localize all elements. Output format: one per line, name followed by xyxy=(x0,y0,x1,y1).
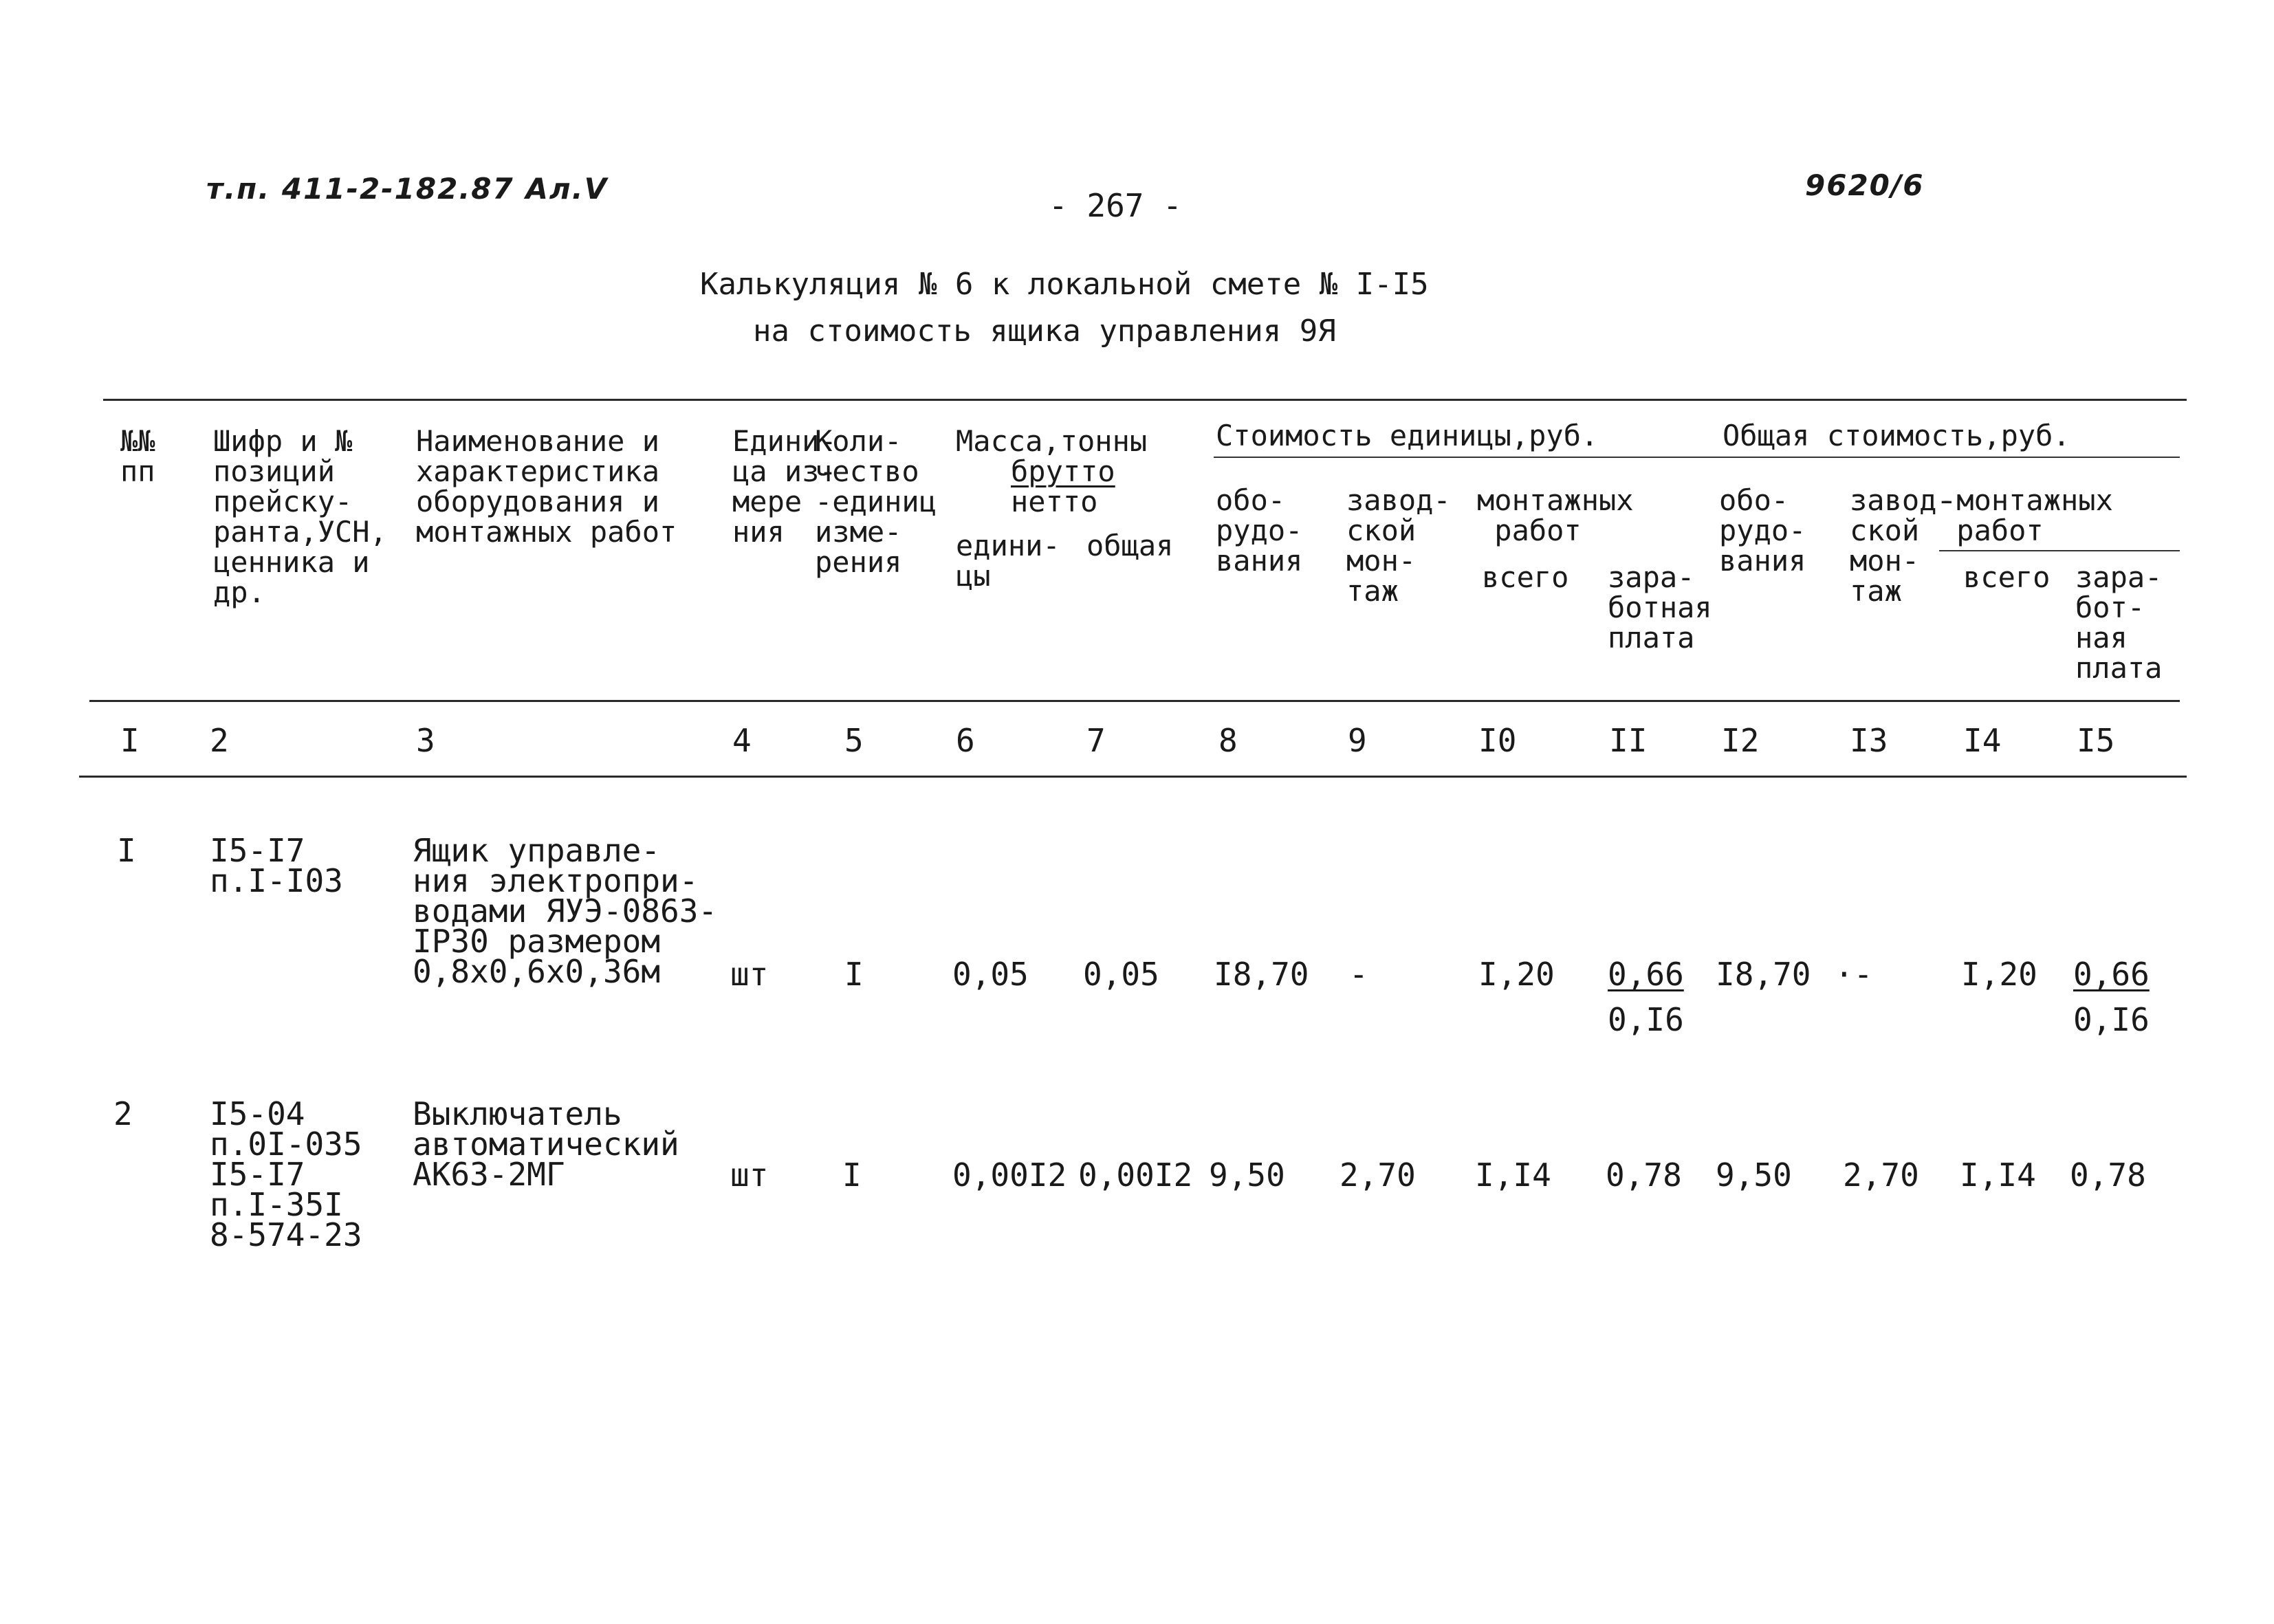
col-num-2: 2 xyxy=(210,722,229,759)
col-num-13: I3 xyxy=(1850,722,1888,759)
header-unit-mont-total: всего xyxy=(1482,560,1569,594)
row1-mont-total: I,20 xyxy=(1478,956,1555,993)
corner-mark: 9620/6 xyxy=(1805,168,1925,202)
header-unit-mont-title: монтажных работ xyxy=(1477,483,1634,547)
header-total-factory: завод- ской мон- таж xyxy=(1850,483,1954,608)
row1-number: I xyxy=(117,832,136,869)
row2-qty: I xyxy=(842,1156,862,1194)
row1-name: Ящик управле- ния электропри- водами ЯУЭ-0863- IP30 размером 0,8х0,6х0,36м xyxy=(413,832,718,990)
col-num-4: 4 xyxy=(732,722,752,759)
column-numbers-rule xyxy=(79,776,2187,778)
col-num-6: 6 xyxy=(956,722,975,759)
header-quantity: Коли- чество -единиц изме- рения xyxy=(815,424,937,579)
row2-mass-unit: 0,00I2 xyxy=(952,1156,1067,1194)
header-bottom-rule xyxy=(89,700,2180,702)
col-num-10: I0 xyxy=(1478,722,1517,759)
row2-name: Выключатель автоматический АК63-2МГ xyxy=(413,1095,679,1193)
row1-mass-unit: 0,05 xyxy=(952,956,1029,993)
header-mass-brutto: брутто xyxy=(1011,454,1115,488)
row1-code: I5-I7 п.I-I03 xyxy=(210,832,343,899)
row1-total-wage-bottom: 0,I6 xyxy=(2073,1001,2150,1038)
col-num-8: 8 xyxy=(1218,722,1238,759)
col-num-12: I2 xyxy=(1721,722,1760,759)
header-unit-wage: зара- ботная плата xyxy=(1608,560,1712,655)
row2-unit: шт xyxy=(730,1156,769,1194)
header-total-equipment: обо- рудо- вания xyxy=(1719,483,1806,578)
table-top-rule xyxy=(103,399,2187,401)
header-total-cost-title: Общая стоимость,руб. xyxy=(1723,419,2070,452)
header-mass-netto: нетто xyxy=(1011,485,1098,518)
col-num-9: 9 xyxy=(1348,722,1367,759)
header-mass-total: общая xyxy=(1086,529,1174,562)
header-unit-cost-title: Стоимость единицы,руб. xyxy=(1216,419,1599,452)
row2-total-factory: 2,70 xyxy=(1843,1156,1919,1194)
document-reference: т.п. 411-2-182.87 Ал.V xyxy=(206,172,609,206)
title-line-1: Калькуляция № 6 к локальной смете № I-I5 xyxy=(700,267,1429,302)
row2-total-wage: 0,78 xyxy=(2070,1156,2146,1194)
row1-wage-bottom: 0,I6 xyxy=(1608,1001,1684,1038)
header-name: Наименование и характеристика оборудования и монтажных работ xyxy=(416,424,677,549)
header-total-wage: зара- бот- ная плата xyxy=(2075,560,2163,685)
header-total-mont-total: всего xyxy=(1963,560,2051,594)
row1-unit: шт xyxy=(730,956,769,993)
mont-subheader-rule xyxy=(1939,550,2180,551)
title-line-2: на стоимость ящика управления 9Я xyxy=(753,314,1336,349)
header-unit: Едини- ца из- мере ния xyxy=(732,424,837,549)
row2-factory-mount: 2,70 xyxy=(1340,1156,1416,1194)
col-num-3: 3 xyxy=(416,722,435,759)
row2-mont-total: I,I4 xyxy=(1475,1156,1551,1194)
header-unit-factory: завод- ской мон- таж xyxy=(1346,483,1451,608)
header-unit-equipment: обо- рудо- вания xyxy=(1216,483,1303,578)
row2-wage: 0,78 xyxy=(1606,1156,1682,1194)
row1-total-wage-top: 0,66 xyxy=(2073,956,2150,993)
row1-wage-top: 0,66 xyxy=(1608,956,1684,993)
header-mass-title: Масса,тонны xyxy=(956,424,1148,458)
row1-total-equipment: I8,70 xyxy=(1716,956,1811,993)
col-num-5: 5 xyxy=(844,722,864,759)
cost-subheader-rule xyxy=(1214,457,2180,458)
row1-equipment-cost: I8,70 xyxy=(1214,956,1309,993)
row1-total-factory: ·- xyxy=(1835,956,1873,993)
row1-factory-mount: - xyxy=(1349,956,1368,993)
header-total-mont-title: -монтажных работ xyxy=(1939,483,2113,547)
row2-code: I5-04 п.0I-035 I5-I7 п.I-35I 8-574-23 xyxy=(210,1095,362,1253)
row1-total-mont: I,20 xyxy=(1961,956,2037,993)
row2-number: 2 xyxy=(113,1095,133,1132)
col-num-11: II xyxy=(1609,722,1648,759)
header-mass-unit: едини- цы xyxy=(956,529,1060,593)
header-row-number: №№ пп xyxy=(120,424,155,488)
header-code: Шифр и № позиций прейску- ранта,УСН, ценника и др. xyxy=(213,424,387,609)
row2-total-mont: I,I4 xyxy=(1960,1156,2036,1194)
col-num-7: 7 xyxy=(1086,722,1106,759)
row2-equipment-cost: 9,50 xyxy=(1209,1156,1285,1194)
col-num-1: I xyxy=(120,722,140,759)
row2-total-equipment: 9,50 xyxy=(1716,1156,1792,1194)
row1-mass-total: 0,05 xyxy=(1083,956,1159,993)
row2-mass-total: 0,00I2 xyxy=(1078,1156,1193,1194)
page-number: - 267 - xyxy=(1049,187,1182,224)
col-num-14: I4 xyxy=(1963,722,2002,759)
col-num-15: I5 xyxy=(2077,722,2115,759)
row1-qty: I xyxy=(844,956,864,993)
